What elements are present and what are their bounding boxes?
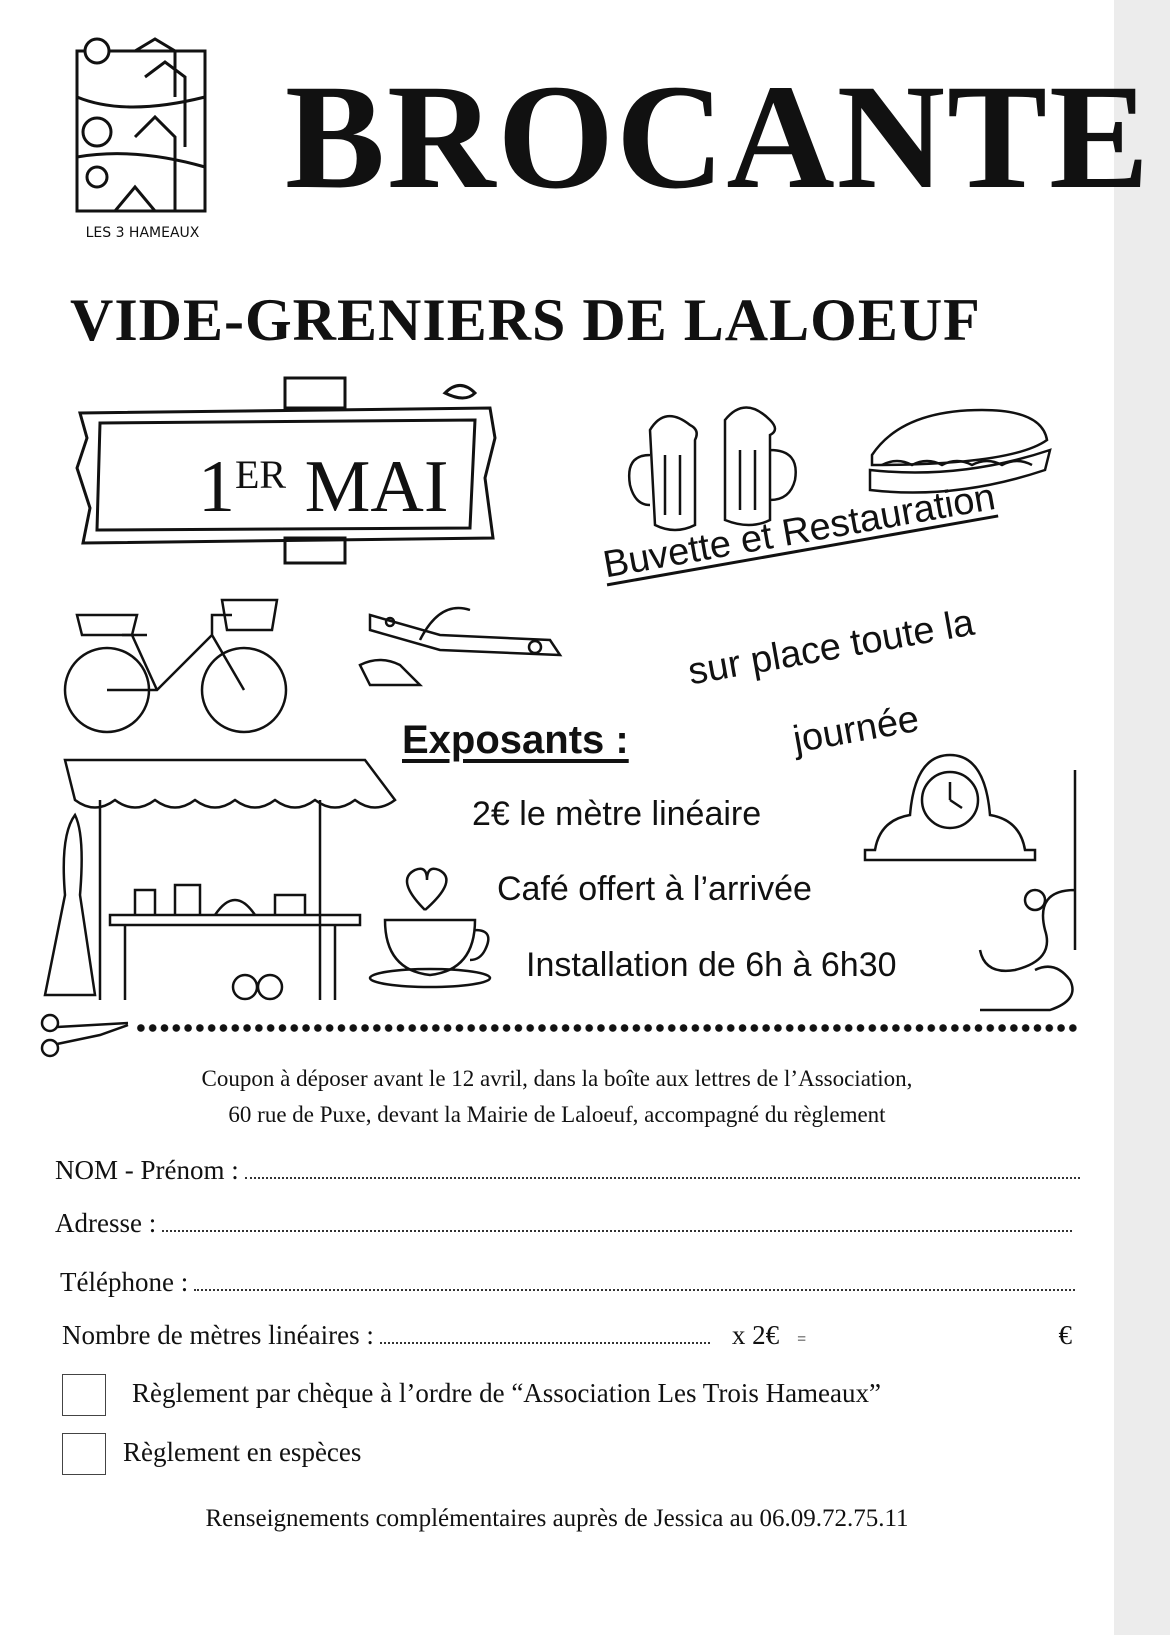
exposants-title: Exposants : [402,718,629,762]
name-label: NOM - Prénom : [55,1155,239,1185]
name-input-line[interactable] [245,1177,1080,1179]
address-input-line[interactable] [162,1230,1072,1232]
currency-symbol: € [1058,1320,1072,1350]
village-logo-icon [75,37,207,217]
event-date: 1ER MAI [198,446,449,528]
meters-input-line[interactable] [380,1342,710,1344]
exposant-info: Café offert à l’arrivée [497,870,812,908]
phone-field[interactable] [60,1267,1075,1298]
cheque-checkbox[interactable] [62,1374,106,1416]
phone-label: Téléphone : [60,1267,189,1297]
buvette-line1: sur place toute la [685,601,978,694]
cash-checkbox[interactable] [62,1433,106,1475]
page-subtitle: VIDE-GRENIERS DE LALOEUF [70,287,981,353]
exposant-info: Installation de 6h à 6h30 [526,946,897,984]
scissors-icon [40,1013,130,1058]
cheque-option-label: Règlement par chèque à l’ordre de “Association Les Trois Hameaux” [132,1378,882,1408]
buvette-line2: journée [790,697,923,762]
contact-info: Renseignements complémentaires auprès de Jessica au 06.09.72.75.11 [205,1505,909,1532]
address-field[interactable] [55,1208,1072,1239]
exposant-info: 2€ le mètre linéaire [472,795,762,833]
coupon-instructions: 60 rue de Puxe, devant la Mairie de Laloeuf, accompagné du règlement [228,1102,886,1127]
meters-label: Nombre de mètres linéaires : [62,1320,374,1350]
hand-plane-tool-icon [350,600,565,700]
meters-field[interactable] [62,1320,1072,1351]
page-title: BROCANTE [285,54,1152,220]
market-stall-icon [35,755,400,1010]
cut-line [135,1018,1080,1038]
buvette-title: Buvette et Restauration [600,476,999,587]
coffee-cup-icon [365,860,495,990]
bicycle-icon [62,595,292,740]
name-field[interactable] [55,1155,1080,1186]
equals-sign: = [797,1331,807,1348]
address-label: Adresse : [55,1208,157,1238]
coupon-instructions: Coupon à déposer avant le 12 avril, dans la boîte aux lettres de l’Association, [201,1066,913,1091]
phone-input-line[interactable] [194,1289,1075,1291]
ornament-icon [975,770,1085,1015]
price-multiplier: x 2€ [731,1320,780,1350]
logo-text: LES 3 HAMEAUX [85,225,200,241]
cash-option-label: Règlement en espèces [123,1437,362,1467]
